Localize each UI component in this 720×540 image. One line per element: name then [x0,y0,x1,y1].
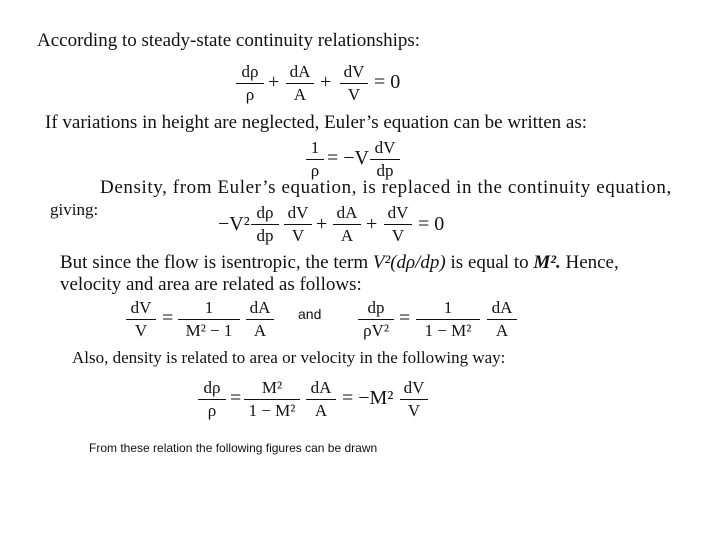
equals-minus-m2: = −M² [342,387,394,409]
numerator: 1 [443,298,453,317]
denominator: 1 − M² [424,321,472,340]
denominator: A [314,401,328,420]
denominator: M² − 1 [185,321,233,340]
denominator: dp [376,161,394,180]
denominator: A [293,85,307,104]
numerator: dV [387,203,409,222]
denominator: ρ [310,161,320,180]
numerator: 1 [310,138,320,157]
denominator: V [291,226,305,245]
fraction-dA-A [306,378,336,421]
denominator: V [134,321,148,340]
numerator: dV [287,203,309,222]
denominator: ρ [207,401,217,420]
euler-intro-line: If variations in height are neglected, Euler’s equation can be written as: [45,112,588,133]
denominator: ρV² [363,321,389,340]
isentropic-mid: is equal to [450,252,529,273]
fraction-dV-V [400,378,428,421]
denominator: A [340,226,354,245]
velocity-area-line: velocity and area are related as follows: [60,274,362,295]
fraction-dp-rhoV2 [358,298,394,341]
denominator: 1 − M² [248,401,296,420]
denominator: V [407,401,421,420]
fraction-1-m2-minus-1 [178,298,240,341]
density-relation-line: Also, density is related to area or velocity in the following way: [72,348,506,367]
isentropic-line [60,252,619,274]
equals-minus-v: = −V [327,147,370,169]
denominator: ρ [245,85,255,104]
denominator: V [391,226,405,245]
equals-sign: = [399,307,411,329]
plus-sign: + [268,71,280,93]
equals-sign: = [230,387,242,409]
numerator: 1 [204,298,214,317]
numerator: dV [130,298,152,317]
caption-line: From these relation the following figures can be drawn [89,441,378,455]
numerator: dp [367,298,385,317]
plus-sign: + [366,213,378,235]
mach-squared: M². [533,252,561,273]
giving-label: giving: [50,200,99,219]
equals-sign: = [162,307,174,329]
fraction-1-one-minus-m2 [416,298,480,341]
density-line: Density, from Euler’s equation, is replaced in the continuity equation, [100,177,672,198]
minus-v-squared: −V² [218,213,250,235]
numerator: dV [374,138,396,157]
numerator: dρ [241,62,259,81]
fraction-dV-dp [370,138,400,181]
isentropic-text: But since the flow is isentropic, the term [60,252,369,273]
numerator: dA [336,203,358,222]
plus-sign: + [320,71,332,93]
denominator: V [347,85,361,104]
hence: Hence, [565,252,619,273]
fraction-dA-A [286,62,314,105]
numerator: M² [261,378,283,397]
equals-zero: = 0 [374,71,401,93]
numerator: dρ [256,203,274,222]
numerator: dA [249,298,271,317]
fraction-dA-A [333,203,361,246]
denominator: A [253,321,267,340]
denominator: A [495,321,509,340]
numerator: dA [310,378,332,397]
fraction-dV-V [384,203,412,246]
numerator: dV [403,378,425,397]
fraction-dA-A [246,298,274,341]
numerator: dV [343,62,365,81]
fraction-drho-dp [251,203,279,246]
plus-sign: + [316,213,328,235]
denominator: dp [256,226,274,245]
fraction-1-rho [306,138,324,181]
fraction-dV-V [126,298,156,341]
fraction-dV-V [284,203,312,246]
and-label: and [298,306,322,322]
term-v2-drho-dp: V²(dρ/dp) [372,252,446,273]
numerator: dA [289,62,311,81]
fraction-drho-rho [236,62,264,105]
intro-line: According to steady-state continuity relationships: [37,30,421,51]
fraction-drho-rho [198,378,226,421]
numerator: dρ [203,378,221,397]
equals-zero: = 0 [418,213,445,235]
fraction-dV-V [340,62,368,105]
fraction-m2-one-minus-m2 [244,378,300,421]
fraction-dA-A [487,298,517,341]
numerator: dA [491,298,513,317]
